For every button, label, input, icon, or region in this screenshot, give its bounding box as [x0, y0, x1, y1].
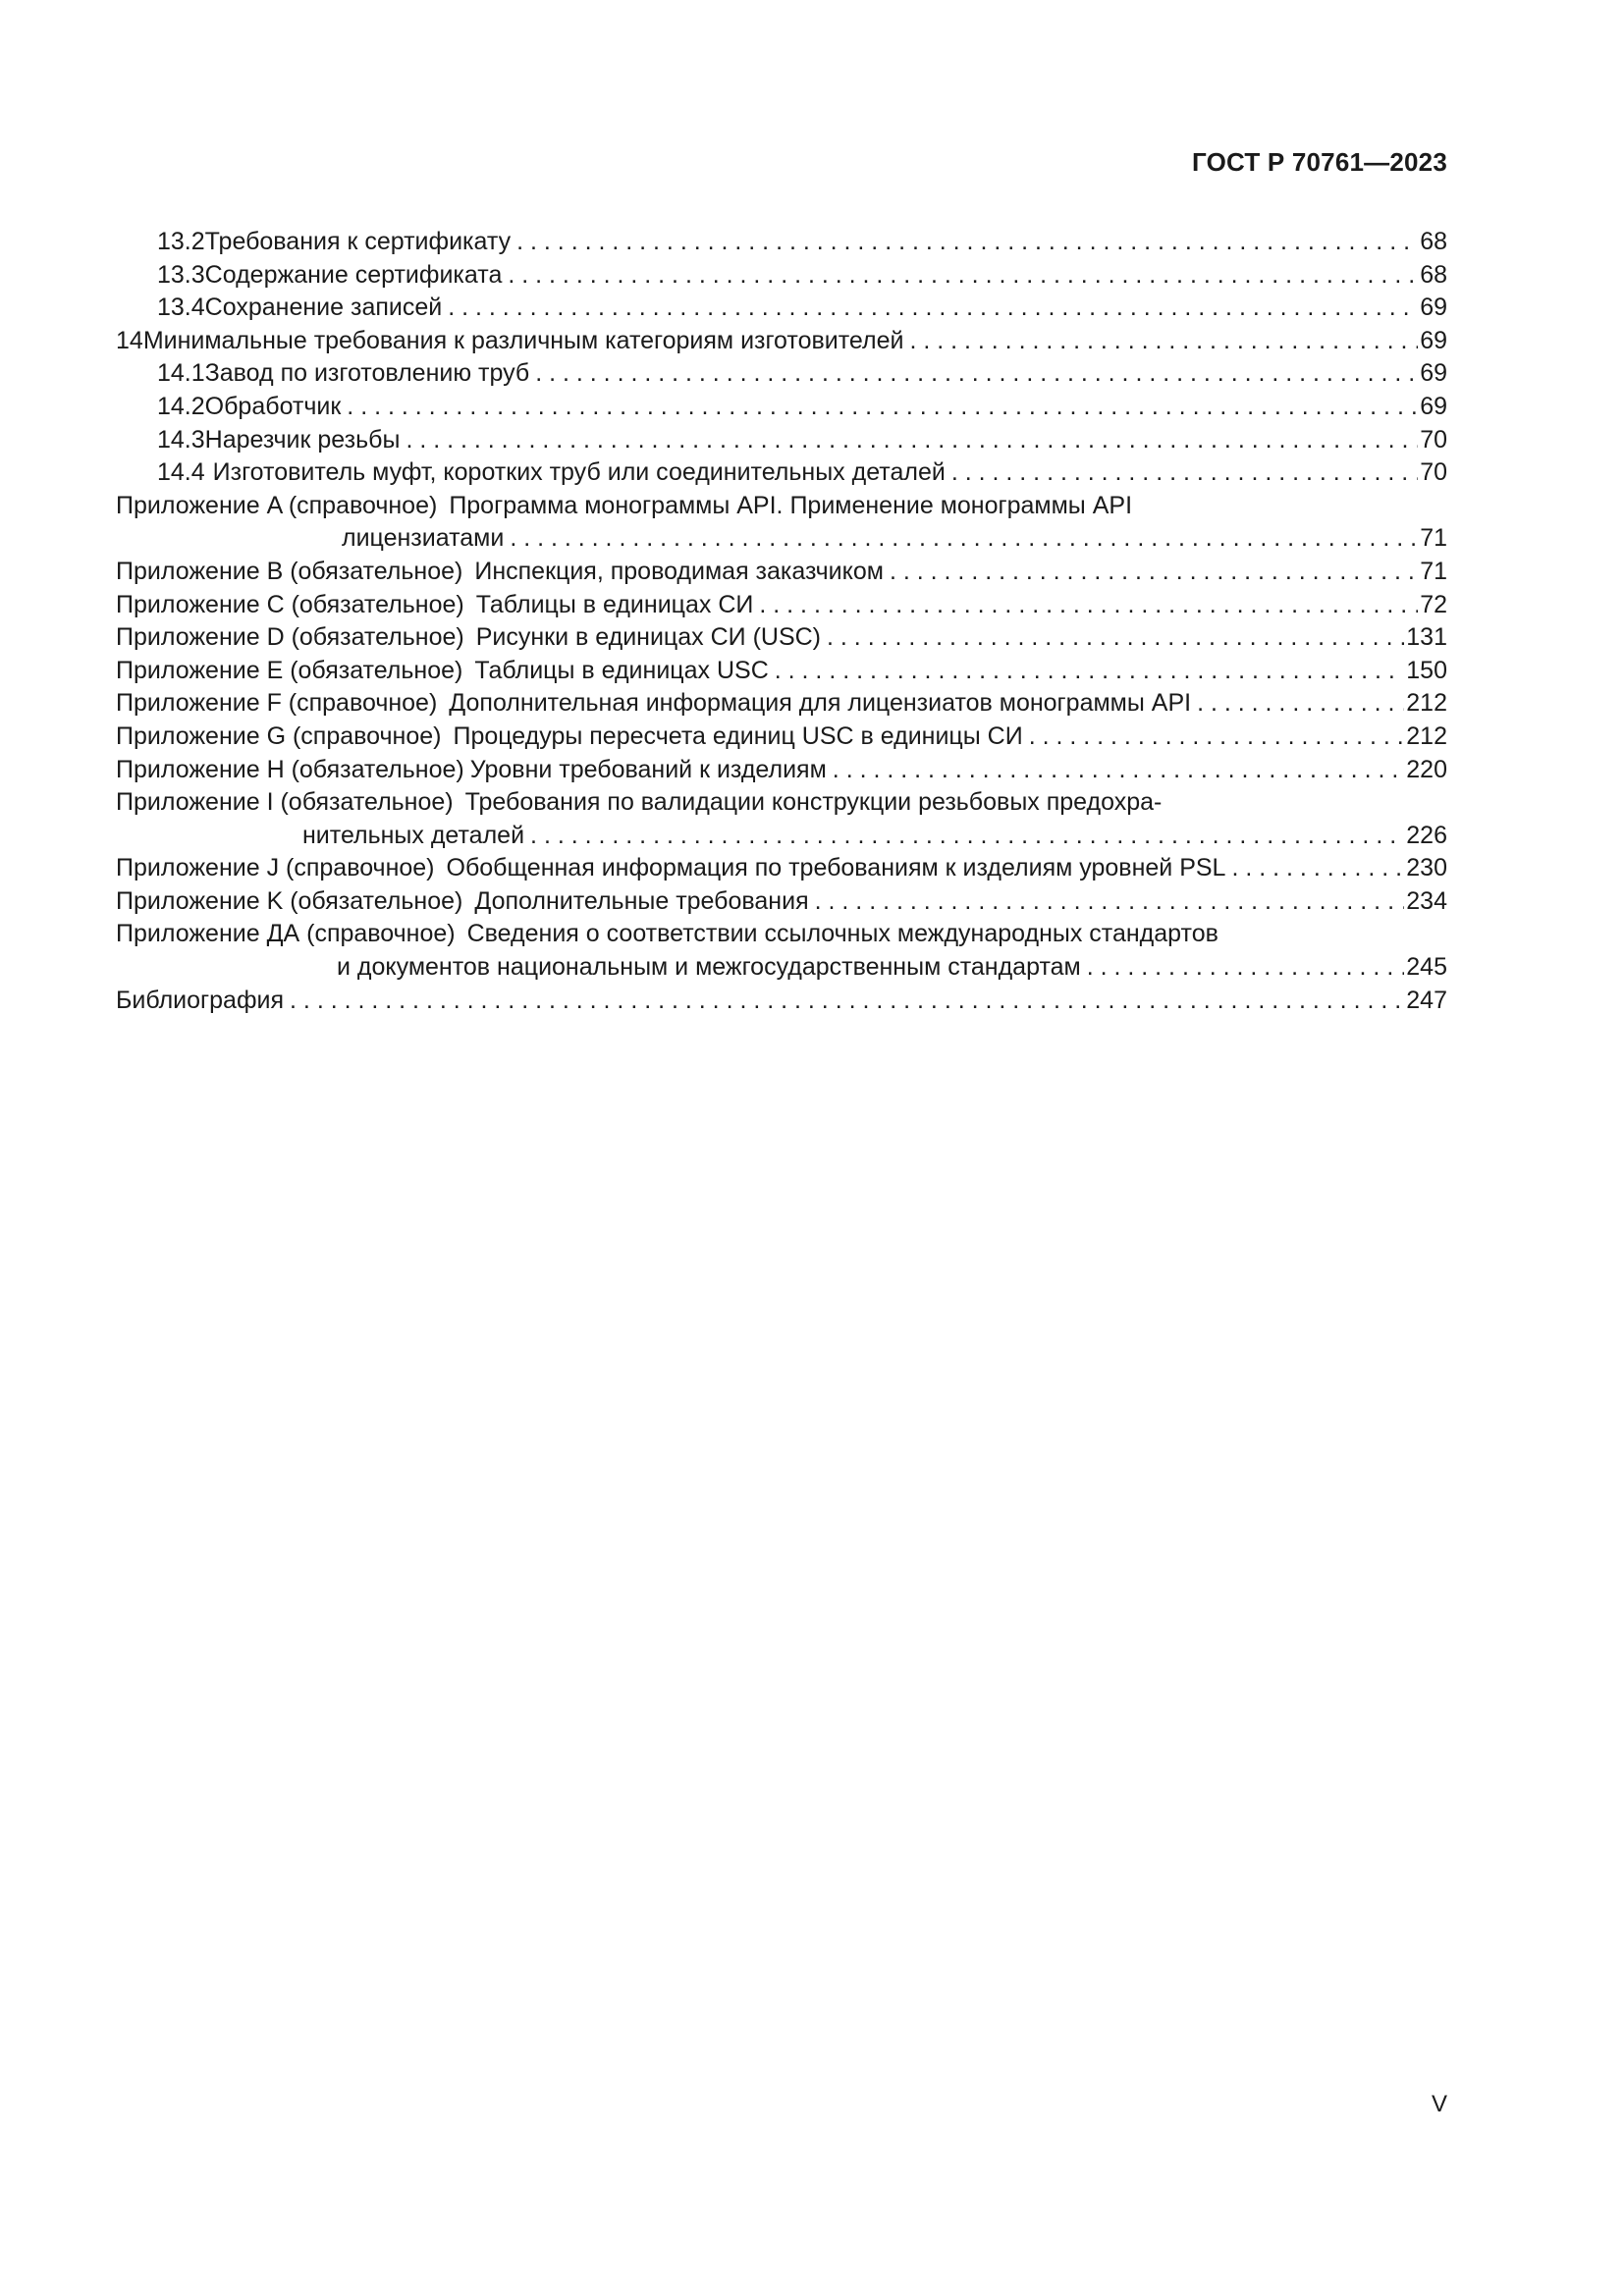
toc-leader-dots	[510, 522, 1418, 556]
toc-appendix-prefix: Приложение J (справочное)	[116, 854, 435, 882]
toc-entry-number: 13.3	[157, 260, 205, 289]
toc-appendix-prefix: Приложение K (обязательное)	[116, 886, 463, 915]
toc-leader-dots	[951, 456, 1418, 490]
toc-entry-appendix-k[interactable]	[116, 885, 1447, 919]
toc-entry-title: лицензиатами	[342, 524, 505, 553]
toc-leader-dots	[815, 885, 1405, 919]
toc-entry-appendix-f[interactable]	[116, 687, 1447, 721]
toc-entry-page: 69	[1420, 392, 1447, 420]
toc-leader-dots	[535, 357, 1418, 391]
toc-entry-13-3[interactable]	[116, 259, 1447, 293]
toc-entry-title: Сохранение записей	[204, 294, 443, 322]
toc-entry-appendix-i[interactable]	[116, 786, 1447, 820]
toc-entry-title: Дополнительная информация для лицензиатов монограммы API	[449, 689, 1192, 718]
toc-appendix-prefix: Приложение A (справочное)	[116, 491, 438, 519]
toc-entry-number: 14.1	[157, 359, 205, 388]
toc-entry-page: 220	[1406, 755, 1447, 783]
page-number: V	[1431, 2091, 1447, 2117]
toc-leader-dots	[508, 259, 1418, 293]
toc-entry-title: Таблицы в единицах СИ	[475, 590, 754, 618]
toc-leader-dots	[1029, 721, 1405, 754]
toc-leader-dots	[347, 391, 1418, 424]
toc-entry-title: Рисунки в единицах СИ (USC)	[475, 623, 822, 652]
toc-entry-title: нительных деталей	[302, 821, 525, 849]
toc-leader-dots	[775, 655, 1405, 688]
toc-entry-appendix-a[interactable]	[116, 490, 1447, 523]
toc-entry-appendix-e[interactable]	[116, 655, 1447, 688]
toc-entry-appendix-da-continued[interactable]	[116, 951, 1447, 985]
toc-appendix-prefix: Приложение ДА (справочное)	[116, 920, 456, 948]
toc-entry-page: 212	[1406, 689, 1447, 718]
toc-entry-title: Изготовитель муфт, коротких труб или соединительных деталей	[212, 458, 946, 487]
toc-entry-page: 72	[1420, 590, 1447, 618]
toc-appendix-prefix: Приложение G (справочное)	[116, 721, 442, 750]
toc-appendix-prefix: Приложение I (обязательное)	[116, 788, 454, 817]
toc-entry-page: 70	[1420, 458, 1447, 487]
toc-entry-title: Минимальные требования к различным категориям изготовителей	[142, 326, 904, 354]
toc-entry-appendix-i-continued[interactable]	[116, 820, 1447, 853]
toc-entry-page: 71	[1420, 557, 1447, 585]
toc-entry-title: Программа монограммы API. Применение монограммы API	[449, 491, 1133, 519]
toc-entry-14-3[interactable]	[116, 424, 1447, 457]
toc-entry-title: Таблицы в единицах USC	[474, 656, 769, 684]
toc-leader-dots	[833, 754, 1404, 787]
toc-appendix-prefix: Приложение B (обязательное)	[116, 557, 463, 585]
toc-leader-dots	[827, 621, 1404, 655]
toc-leader-dots	[290, 985, 1404, 1018]
toc-entry-page: 69	[1420, 294, 1447, 322]
toc-entry-number: 14.2	[157, 392, 205, 420]
toc-entry-number: 14.4	[157, 458, 205, 487]
toc-entry-title: Обработчик	[204, 392, 342, 420]
toc-entry-page: 226	[1406, 821, 1447, 849]
toc-entry-title: Завод по изготовлению труб	[204, 359, 530, 388]
toc-entry-appendix-d[interactable]	[116, 621, 1447, 655]
toc-entry-page: 69	[1420, 326, 1447, 354]
toc-entry-appendix-c[interactable]	[116, 589, 1447, 622]
document-code-header: ГОСТ Р 70761—2023	[1192, 147, 1447, 177]
toc-entry-title: Процедуры пересчета единиц USC в единицы СИ	[453, 721, 1023, 750]
toc-leader-dots	[890, 556, 1418, 589]
toc-entry-title: Инспекция, проводимая заказчиком	[474, 557, 884, 585]
toc-leader-dots	[909, 325, 1418, 358]
toc-entry-14[interactable]	[116, 325, 1447, 358]
toc-entry-page: 70	[1420, 425, 1447, 454]
toc-entry-title: Обобщенная информация по требованиям к изделиям уровней PSL	[446, 854, 1226, 882]
toc-appendix-prefix: Приложение D (обязательное)	[116, 623, 464, 652]
toc-entry-title: Содержание сертификата	[204, 260, 503, 289]
toc-entry-appendix-a-continued[interactable]	[116, 522, 1447, 556]
toc-leader-dots	[1087, 951, 1405, 985]
toc-entry-number: 13.2	[157, 228, 205, 255]
toc-entry-14-1[interactable]	[116, 357, 1447, 391]
toc-entry-14-4[interactable]	[116, 456, 1447, 490]
toc-entry-appendix-da[interactable]	[116, 918, 1447, 951]
toc-entry-appendix-b[interactable]	[116, 556, 1447, 589]
toc-appendix-prefix: Приложение C (обязательное)	[116, 590, 464, 618]
toc-entry-title: Библиография	[116, 986, 285, 1014]
toc-entry-13-2[interactable]	[116, 226, 1447, 259]
toc-entry-appendix-h[interactable]	[116, 754, 1447, 787]
toc-entry-13-4[interactable]	[116, 292, 1447, 325]
toc-entry-title: Нарезчик резьбы	[204, 425, 401, 454]
toc-entry-page: 212	[1406, 721, 1447, 750]
toc-entry-page: 245	[1406, 953, 1447, 982]
toc-entry-page: 71	[1420, 524, 1447, 553]
toc-leader-dots	[1231, 852, 1404, 885]
toc-entry-bibliography[interactable]	[116, 985, 1447, 1018]
table-of-contents	[116, 226, 1447, 1017]
toc-leader-dots	[406, 424, 1418, 457]
toc-entry-appendix-j[interactable]	[116, 852, 1447, 885]
toc-entry-title: и документов национальным и межгосударственным стандартам	[337, 953, 1081, 982]
toc-entry-number: 14	[116, 326, 143, 354]
toc-appendix-prefix: Приложение H (обязательное)	[116, 755, 464, 783]
toc-entry-page: 150	[1406, 656, 1447, 684]
toc-entry-page: 247	[1406, 986, 1447, 1014]
toc-entry-page: 131	[1406, 623, 1447, 652]
toc-entry-page: 68	[1420, 260, 1447, 289]
toc-entry-number: 13.4	[157, 294, 205, 322]
toc-leader-dots	[759, 589, 1418, 622]
toc-entry-page: 234	[1406, 886, 1447, 915]
toc-entry-14-2[interactable]	[116, 391, 1447, 424]
toc-appendix-prefix: Приложение F (справочное)	[116, 689, 438, 718]
toc-entry-title: Сведения о соответствии ссылочных международных стандартов	[466, 920, 1218, 948]
toc-entry-page: 69	[1420, 359, 1447, 388]
toc-entry-title: Дополнительные требования	[474, 886, 809, 915]
toc-leader-dots	[530, 820, 1404, 853]
toc-leader-dots	[516, 226, 1418, 259]
toc-entry-title: Требования по валидации конструкции резьбовых предохра-	[464, 788, 1163, 817]
toc-appendix-prefix: Приложение E (обязательное)	[116, 656, 463, 684]
toc-leader-dots	[448, 292, 1418, 325]
toc-entry-appendix-g[interactable]	[116, 721, 1447, 754]
toc-entry-page: 230	[1406, 854, 1447, 882]
toc-entry-number: 14.3	[157, 425, 205, 454]
toc-entry-title: Требования к сертификату	[204, 228, 512, 255]
toc-leader-dots	[1197, 687, 1404, 721]
toc-entry-title: Уровни требований к изделиям	[469, 755, 827, 783]
toc-entry-page: 68	[1420, 228, 1447, 255]
